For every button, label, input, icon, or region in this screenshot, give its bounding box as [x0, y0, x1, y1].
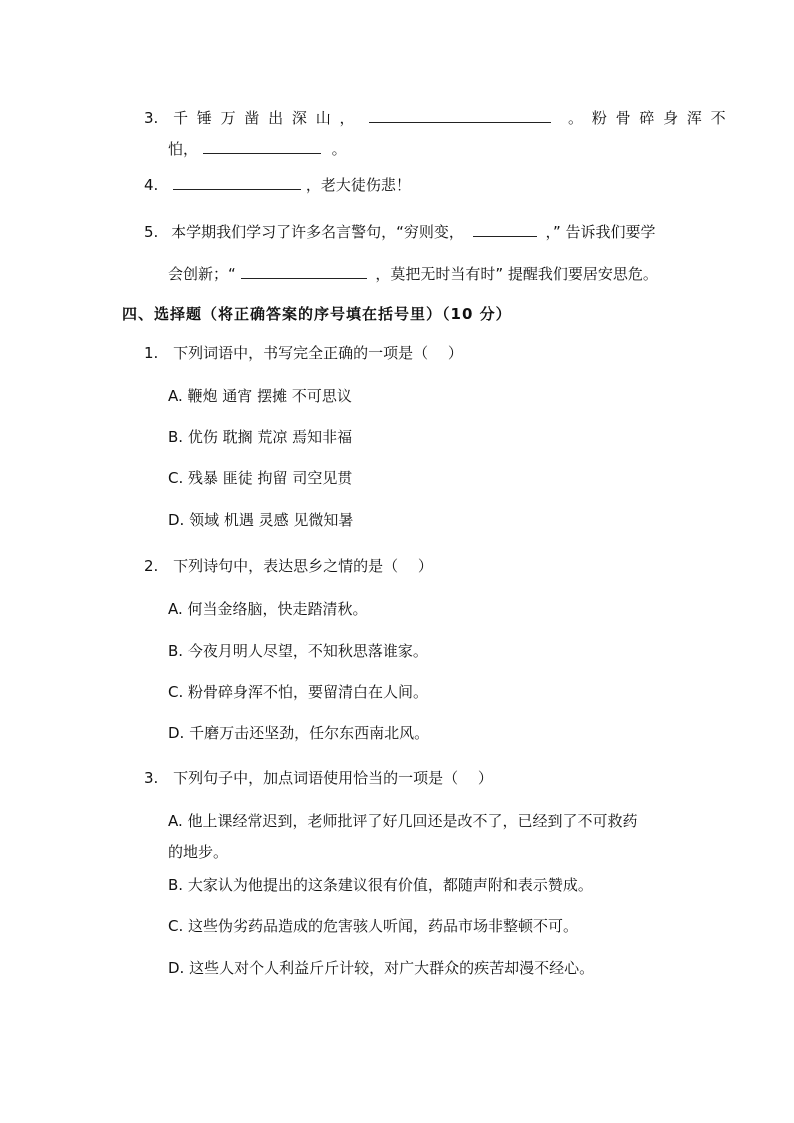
question-number: 4. [144, 176, 159, 194]
fill-q5-line2 [168, 263, 658, 284]
question-text: 怕， [168, 140, 199, 158]
mc-question-3 [144, 767, 493, 788]
option-b[interactable]: B. 大家认为他提出的这条建议很有价值，都随声附和表示赞成。 [168, 876, 593, 894]
answer-blank[interactable] [203, 141, 321, 154]
question-text: ，莫把无时当有时” 提醒我们要居安思危。 [375, 265, 658, 283]
mc-question-1 [144, 342, 463, 363]
question-text: 下列诗句中，表达思乡之情的是（ ） [173, 557, 433, 575]
option-a[interactable]: A. 鞭炮 通宵 摆摊 不可思议 [168, 387, 352, 405]
option-d[interactable]: D. 千磨万击还坚劲，任尔东西南北风。 [168, 724, 430, 742]
question-number: 5. [144, 223, 159, 241]
option-d[interactable]: D. 领域 机遇 灵感 见微知暑 [168, 511, 354, 529]
mc-question-2 [144, 555, 433, 576]
option-c[interactable]: C. 残暴 匪徒 拘留 司空见贯 [168, 469, 353, 487]
fill-q3-line2 [168, 138, 347, 159]
question-text: ，” 告诉我们要学 [545, 223, 656, 241]
question-text: 。 [331, 140, 347, 158]
option-b[interactable]: B. 优伤 耽搁 荒凉 焉知非福 [168, 428, 353, 446]
question-number: 1. [144, 344, 159, 362]
option-a-continued: 的地步。 [168, 843, 229, 861]
question-number: 3. [144, 109, 159, 127]
option-c[interactable]: C. 这些伪劣药品造成的危害骇人听闻，药品市场非整顿不可。 [168, 917, 579, 935]
option-a[interactable]: A. 何当金络脑，快走踏清秋。 [168, 600, 368, 618]
question-text: 下列句子中，加点词语使用恰当的一项是（ ） [173, 769, 493, 787]
option-c[interactable]: C. 粉骨碎身浑不怕，要留清白在人间。 [168, 683, 429, 701]
question-number: 3. [144, 769, 159, 787]
question-number: 2. [144, 557, 159, 575]
answer-blank[interactable] [173, 177, 301, 190]
question-text: ，老大徒伤悲！ [305, 176, 411, 194]
answer-blank[interactable] [369, 110, 551, 123]
fill-q3-line1 [144, 107, 728, 128]
fill-q5-line1 [144, 221, 655, 242]
option-a[interactable]: A. 他上课经常迟到，老师批评了好几回还是改不了，已经到了不可救药 [168, 812, 638, 830]
option-d[interactable]: D. 这些人对个人利益斤斤计较，对广大群众的疾苦却漫不经心。 [168, 959, 595, 977]
answer-blank[interactable] [473, 224, 537, 237]
question-text: 会创新；“ [168, 265, 236, 283]
question-text: 千 锤 万 凿 出 深 山 ， [173, 109, 357, 127]
option-b[interactable]: B. 今夜月明人尽望，不知秋思落谁家。 [168, 642, 428, 660]
question-text: 下列词语中，书写完全正确的一项是（ ） [173, 344, 463, 362]
answer-blank[interactable] [241, 266, 367, 279]
question-text: 。 粉 骨 碎 身 浑 不 [568, 109, 728, 127]
fill-q4 [144, 174, 411, 195]
question-text: 本学期我们学习了许多名言警句，“穷则变， [171, 223, 464, 241]
section-heading: 四、选择题（将正确答案的序号填在括号里）（10 分） [122, 305, 512, 323]
